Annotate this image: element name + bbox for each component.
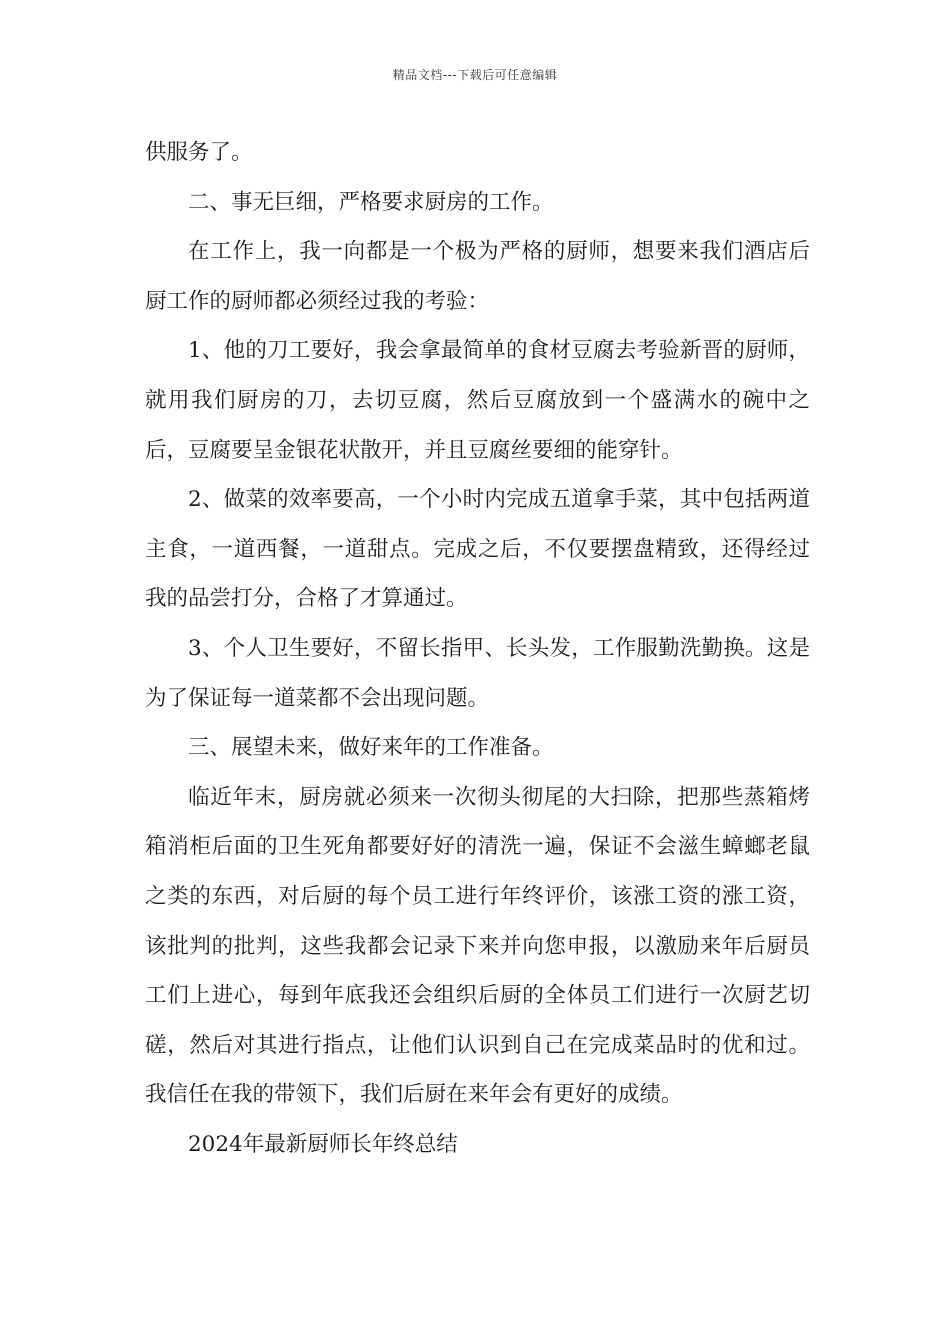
document-body xyxy=(145,128,810,1169)
list-item: 1、他的刀工要好，我会拿最简单的食材豆腐去考验新晋的厨师，就用我们厨房的刀，去切豆腐，然后豆腐放到一个盛满水的碗中之后，豆腐要呈金银花状散开，并且豆腐丝要细的能穿针。 xyxy=(145,338,810,463)
paragraph: 临近年末，厨房就必须来一次彻头彻尾的大扫除，把那些蒸箱烤箱消柜后面的卫生死角都要好好的清洗一遍，保证不会滋生蟑螂老鼠之类的东西，对后厨的每个员工进行年终评价，该涨工资的涨工资，该批判的批判，这些我都会记录下来并向您申报，以激励来年后厨员工们上进心，每到年底我还会组织后厨的全体员工们进行一次厨艺切磋，然后对其进行指点，让他们认识到自己在完成菜品时的优和过。我信任在我的带领下，我们后厨在来年会有更好的成绩。 xyxy=(145,784,810,1108)
paragraph: 供服务了。 xyxy=(145,140,253,165)
section-heading: 三、展望未来，做好来年的工作准备。 xyxy=(188,735,554,761)
section-heading: 二、事无巨细，严格要求厨房的工作。 xyxy=(188,189,554,215)
page-header: 精品文档---下载后可任意编辑 xyxy=(392,68,558,82)
paragraph: 在工作上，我一向都是一个极为严格的厨师，想要来我们酒店后厨工作的厨师都必须经过我的考验： xyxy=(145,239,810,314)
list-item: 3、个人卫生要好，不留长指甲、长头发，工作服勤洗勤换。这是为了保证每一道菜都不会出现问题。 xyxy=(145,635,810,711)
document-title: 2024年最新厨师长年终总结 xyxy=(188,1131,458,1157)
list-item: 2、做菜的效率要高，一个小时内完成五道拿手菜，其中包括两道主食，一道西餐，一道甜点。完成之后，不仅要摆盘精致，还得经过我的品尝打分，合格了才算通过。 xyxy=(145,487,810,612)
